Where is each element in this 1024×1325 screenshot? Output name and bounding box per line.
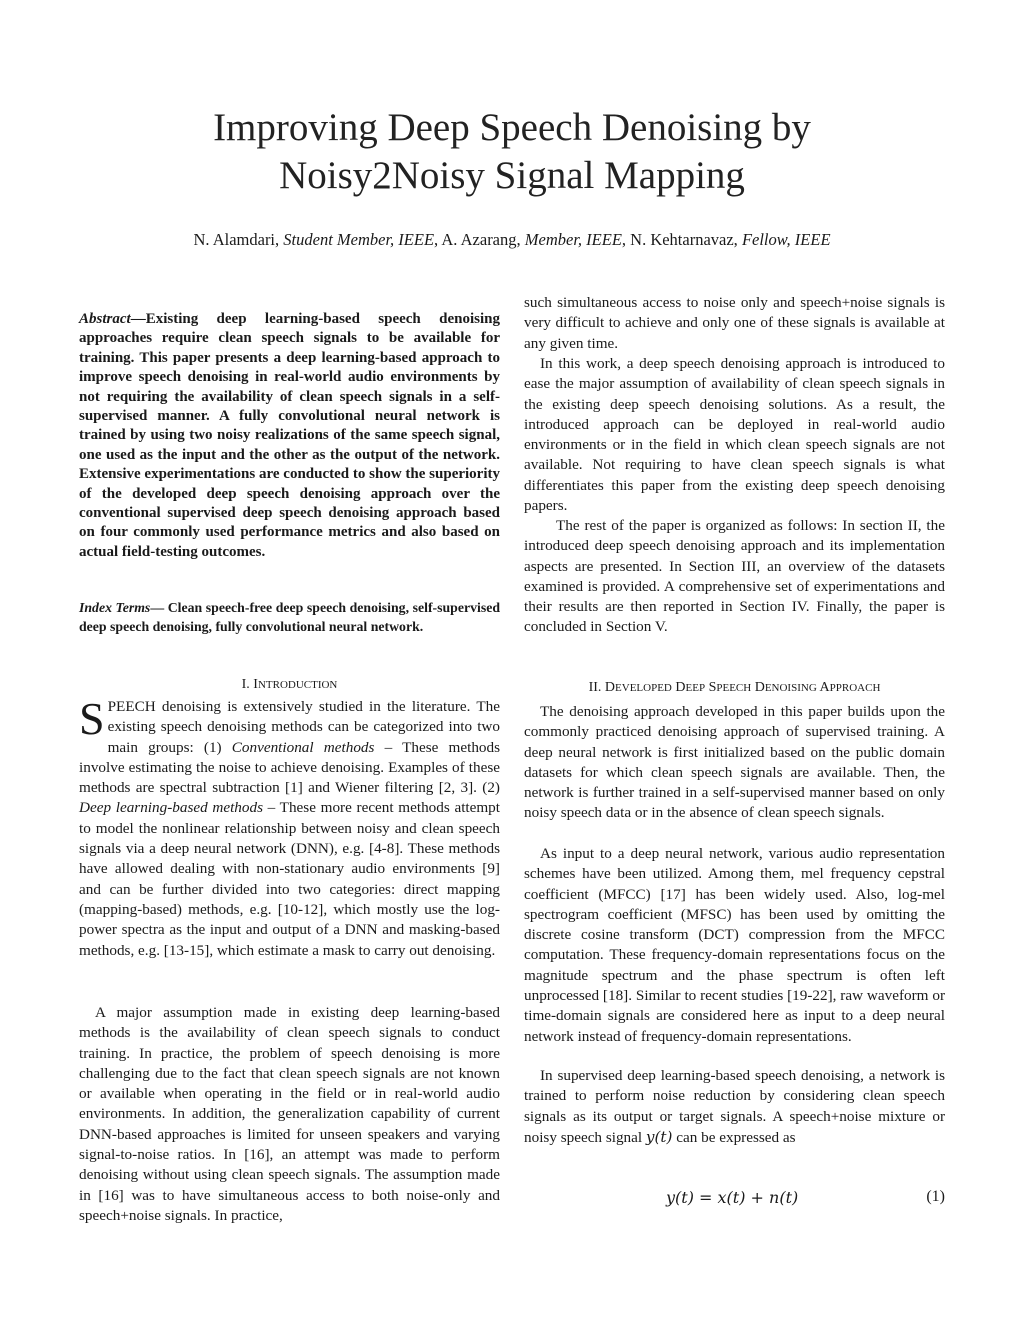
s2-w1-rest: EVELOPED [615,682,672,694]
author-1-name: N. Alamdari, [193,230,284,249]
drop-cap: S [79,693,105,744]
right-paragraph-1: In this work, a deep speech denoising approach is introduced to ease the major assumption of availability of clean speech signals in the existing deep speech denoising solutions. As a result, the introduced approach can be deployed in real-world audio environments or in the field in which clean speech signals are not available. Not requiring to have clean speech signals is what differentiates this paper from the existing deep speech denoising papers. [524,355,945,515]
index-terms-text: — Clean speech-free deep speech denoising, self-supervised deep speech denoising, fully convolutional neural network. [79,600,500,634]
right-paragraph-0: such simultaneous access to noise only and speech+noise signals is very difficult to achieve and only one of these signals is available at any given time. [524,294,945,352]
section-1-number: I. [241,677,254,692]
s2-w4-initial: D [754,680,765,695]
section-1-title-rest: NTRODUCTION [257,679,338,691]
s2-w5-initial: A [819,680,830,695]
section-2-paragraph-2: As input to a deep neural network, various audio representation schemes have been utilized. Among them, mel frequency cepstral coefficient (MFCC) [17] has been widely used. Also, log-mel spectrogram coefficient (MFSC) has been used by omitting the discrete cosine transform (DCT) compression from the MFCC computation. These frequency-domain representations focus on the magnitude spectrum and the phase spectrum is often left unprocessed [18]. Similar to recent studies [19-22], raw waveform or time-domain signals are considered here as input to a deep neural network instead of frequency-domain representations. [524,845,945,1045]
s2p3-end: can be expressed as [672,1128,796,1146]
abstract [79,310,500,562]
s2p3-symbol: y(t) [645,1127,673,1146]
section-1-paragraph-2: A major assumption made in existing deep learning-based methods is the availability of clean speech signals to conduct training. In practice, the problem of speech denoising is more challenging due to the fact that clean speech signals are not known or available when operating in the field or in real-world audio environments. In addition, the generalization capability of current DNN-based approaches is limited for unseen speakers and varying signal-to-noise ratios. In [16], an attempt was made to perform denoising without using clean speech signals. The assumption made in [16] was to have simultaneous access to both noise-only and speech+noise signals. In practice, [79,1004,500,1224]
author-3-role: Fellow, IEEE [741,230,831,249]
s2-w1-initial: D [604,680,616,695]
paper-title [0,104,1024,200]
author-3-name: , N. Kehtarnavaz, [621,230,742,249]
author-2-role: Member, IEEE [524,230,622,249]
author-line [0,229,1024,251]
section-1-paragraph-1 [79,693,501,961]
s2-w3-initial: S [708,680,717,695]
index-terms [79,598,500,636]
equation-1-body: y(t) = x(t) + n(t) [666,1188,799,1207]
s2-w2-rest: EEP [685,682,706,694]
s2-w5-rest: PPROACH [829,682,881,694]
title-line-2: Noisy2Noisy Signal Mapping [279,154,745,197]
right-paragraph-2: The rest of the paper is organized as follows: In section II, the introduced deep speech denoising approach and its implementation aspects are presented. In Section III, an overview of the datasets examined is provided. A comprehensive set of experimentations and their results are then reported in Section IV. Finally, the paper is concluded in Section V. [524,517,945,636]
title-line-1: Improving Deep Speech Denoising by [213,106,811,149]
s2-w3-rest: PEECH [716,682,752,694]
equation-1-number: (1) [926,1188,945,1205]
abstract-text: —Existing deep learning-based speech denoising approaches require clean speech signals to be available for training. This paper presents a deep learning-based approach to improve speech denoising in real-world audio environments by not requiring the availability of clean speech signals in a self-supervised manner. A fully convolutional neural network is trained by using two noisy realizations of the same speech signal, one used as the input and the other as the output of the network. Extensive experimentations are conducted to show the superiority of the developed deep speech denoising approach over the conventional supervised deep speech denoising approach based on four commonly used performance metrics and also based on actual field-testing outcomes. [79,311,500,560]
s1p1-em-deep: Deep learning-based methods [79,799,263,817]
s2-w2-initial: D [675,680,686,695]
section-2-paragraph-3 [524,1066,945,1148]
s1p1-end: – These more recent methods attempt to model the nonlinear relationship between noisy and clean speech signals via a deep neural network (DNN), e.g. [4-8]. These methods have allowed dealing with non-stationary audio environments [9] and can be further divided into two categories: direct mapping (mapping-based) methods, e.g. [10-12], which mostly use the log-power spectra as the input and output of a DNN and masking-based methods, e.g. [13-15], which estimate a mask to carry out denoising. [79,799,500,959]
equation-1 [524,1186,945,1210]
section-1-heading [79,676,500,694]
section-2-heading [524,679,945,697]
section-2-paragraph-1: The denoising approach developed in this paper builds upon the commonly practiced denoising approach of supervised training. A deep neural network is first initialized based on the public domain datasets for which clean speech signals are available. Then, the network is further trained in a self-supervised manner based on only noisy speech data or in the absence of clean speech signals. [524,703,945,822]
s1p1-em-conventional: Conventional methods [231,738,375,756]
section-1-title-initial: I [253,677,258,692]
index-terms-label: Index Terms [79,600,151,615]
author-1-role: Student Member, IEEE [283,230,435,249]
s2p3-start: In supervised deep learning-based speech denoising, a network is trained to perform noise reduction by considering clean speech signals as its output or target signals. A speech+noise mixture or noisy speech signal [524,1067,945,1146]
abstract-label: Abstract [79,311,131,327]
section-2-number: II. [588,680,605,695]
s1p1-mid: – These methods involve estimating the noise to achieve denoising. Examples of these methods are spectral subtraction [1] and Wiener filtering [2, 3]. (2) [79,738,501,797]
s2-w4-rest: ENOISING [764,682,817,694]
author-2-name: , A. Azarang, [434,230,525,249]
s1p1-start: PEECH denoising is extensively studied in the literature. The existing speech denoising methods can be categorized into two main groups: (1) [107,698,500,756]
